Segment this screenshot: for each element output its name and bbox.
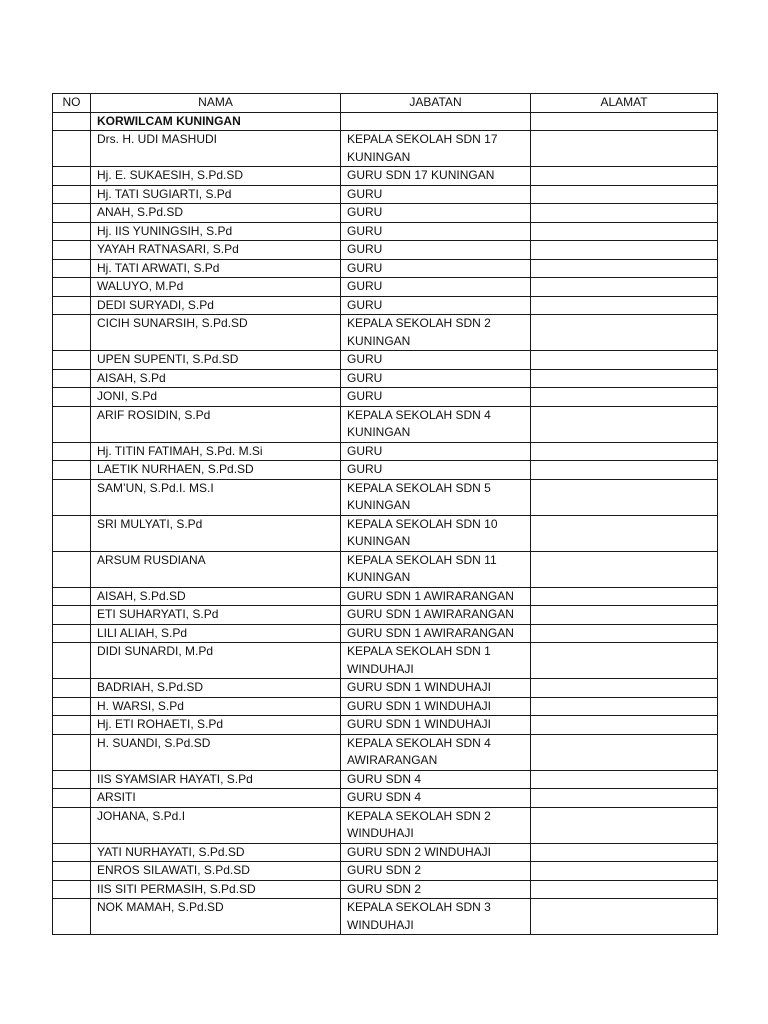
table-row (53, 789, 718, 808)
header-nama: NAMA (91, 94, 341, 113)
row-nama-cell: LAETIK NURHAEN, S.Pd.SD (91, 461, 341, 480)
table-row (53, 241, 718, 260)
table-row (53, 388, 718, 407)
row-nama-cell: IIS SYAMSIAR HAYATI, S.Pd (91, 770, 341, 789)
header-alamat: ALAMAT (531, 94, 718, 113)
table-row (53, 442, 718, 461)
row-nama-cell: DIDI SUNARDI, M.Pd (91, 643, 341, 679)
row-alamat-cell (531, 461, 718, 480)
row-nama-cell: ANAH, S.Pd.SD (91, 204, 341, 223)
row-jabatan-cell: GURU SDN 1 WINDUHAJI (341, 679, 531, 698)
row-jabatan-cell: GURU (341, 241, 531, 260)
row-alamat-cell (531, 406, 718, 442)
table-row (53, 843, 718, 862)
row-no-cell (53, 351, 91, 370)
row-nama-cell: YATI NURHAYATI, S.Pd.SD (91, 843, 341, 862)
row-jabatan-cell: KEPALA SEKOLAH SDN 1 WINDUHAJI (341, 643, 531, 679)
row-nama-cell: DEDI SURYADI, S.Pd (91, 296, 341, 315)
row-nama-cell: Hj. E. SUKAESIH, S.Pd.SD (91, 167, 341, 186)
table-row (53, 131, 718, 167)
row-jabatan-cell: KEPALA SEKOLAH SDN 5 KUNINGAN (341, 479, 531, 515)
row-jabatan-cell: GURU (341, 442, 531, 461)
row-alamat-cell (531, 697, 718, 716)
row-nama-cell: ENROS SILAWATI, S.Pd.SD (91, 862, 341, 881)
row-jabatan-cell: KEPALA SEKOLAH SDN 10 KUNINGAN (341, 515, 531, 551)
row-alamat-cell (531, 734, 718, 770)
row-jabatan-cell: GURU (341, 204, 531, 223)
table-row (53, 606, 718, 625)
row-nama-cell: AISAH, S.Pd (91, 369, 341, 388)
row-alamat-cell (531, 843, 718, 862)
row-alamat-cell (531, 862, 718, 881)
row-nama-cell: CICIH SUNARSIH, S.Pd.SD (91, 315, 341, 351)
row-no-cell (53, 296, 91, 315)
row-alamat-cell (531, 315, 718, 351)
row-jabatan-cell: GURU SDN 4 (341, 789, 531, 808)
table-row (53, 185, 718, 204)
row-alamat-cell (531, 643, 718, 679)
row-jabatan-cell: GURU (341, 185, 531, 204)
row-alamat-cell (531, 606, 718, 625)
table-row (53, 551, 718, 587)
row-nama-cell: SRI MULYATI, S.Pd (91, 515, 341, 551)
row-nama-cell: Drs. H. UDI MASHUDI (91, 131, 341, 167)
row-no-cell (53, 222, 91, 241)
row-alamat-cell (531, 587, 718, 606)
table-header (53, 94, 718, 113)
table-row (53, 716, 718, 735)
row-alamat-cell (531, 551, 718, 587)
row-nama-cell: AISAH, S.Pd.SD (91, 587, 341, 606)
row-jabatan-cell: GURU (341, 388, 531, 407)
table-row (53, 807, 718, 843)
row-jabatan-cell: GURU SDN 2 (341, 880, 531, 899)
table-row (53, 880, 718, 899)
row-jabatan-cell: GURU (341, 351, 531, 370)
row-no-cell (53, 515, 91, 551)
row-nama-cell: UPEN SUPENTI, S.Pd.SD (91, 351, 341, 370)
row-alamat-cell (531, 369, 718, 388)
table-row (53, 167, 718, 186)
table-row (53, 624, 718, 643)
row-no-cell (53, 461, 91, 480)
table-row (53, 259, 718, 278)
table-row (53, 369, 718, 388)
row-alamat-cell (531, 351, 718, 370)
row-jabatan-cell: GURU SDN 4 (341, 770, 531, 789)
row-no-cell (53, 442, 91, 461)
row-nama-cell: Hj. ETI ROHAETI, S.Pd (91, 716, 341, 735)
row-no-cell (53, 734, 91, 770)
row-alamat-cell (531, 241, 718, 260)
row-jabatan-cell: GURU (341, 369, 531, 388)
row-jabatan-cell: GURU SDN 2 (341, 862, 531, 881)
row-nama-cell: JOHANA, S.Pd.I (91, 807, 341, 843)
table-row (53, 770, 718, 789)
row-no-cell (53, 880, 91, 899)
row-alamat-cell (531, 131, 718, 167)
row-jabatan-cell: GURU SDN 1 AWIRARANGAN (341, 606, 531, 625)
row-jabatan-cell: GURU (341, 461, 531, 480)
row-nama-cell: JONI, S.Pd (91, 388, 341, 407)
row-jabatan-cell: GURU SDN 1 WINDUHAJI (341, 716, 531, 735)
row-no-cell (53, 388, 91, 407)
row-jabatan-cell: GURU SDN 1 AWIRARANGAN (341, 624, 531, 643)
table-row (53, 406, 718, 442)
header-row (53, 94, 718, 113)
row-jabatan-cell: KEPALA SEKOLAH SDN 2 WINDUHAJI (341, 807, 531, 843)
row-alamat-cell (531, 112, 718, 131)
row-alamat-cell (531, 624, 718, 643)
row-alamat-cell (531, 222, 718, 241)
row-alamat-cell (531, 899, 718, 935)
row-jabatan-cell: GURU SDN 1 WINDUHAJI (341, 697, 531, 716)
row-no-cell (53, 406, 91, 442)
table-row (53, 899, 718, 935)
row-no-cell (53, 770, 91, 789)
row-no-cell (53, 679, 91, 698)
table-row (53, 296, 718, 315)
header-no: NO (53, 94, 91, 113)
row-no-cell (53, 185, 91, 204)
table-row (53, 697, 718, 716)
row-no-cell (53, 241, 91, 260)
row-nama-cell: Hj. TATI SUGIARTI, S.Pd (91, 185, 341, 204)
row-no-cell (53, 167, 91, 186)
row-jabatan-cell: GURU (341, 278, 531, 297)
row-nama-cell: Hj. TATI ARWATI, S.Pd (91, 259, 341, 278)
row-no-cell (53, 315, 91, 351)
row-nama-cell: WALUYO, M.Pd (91, 278, 341, 297)
row-no-cell (53, 843, 91, 862)
row-no-cell (53, 697, 91, 716)
row-nama-cell: NOK MAMAH, S.Pd.SD (91, 899, 341, 935)
row-jabatan-cell: KEPALA SEKOLAH SDN 4 AWIRARANGAN (341, 734, 531, 770)
row-no-cell (53, 624, 91, 643)
row-no-cell (53, 278, 91, 297)
table-row (53, 679, 718, 698)
row-nama-cell: KORWILCAM KUNINGAN (91, 112, 341, 131)
row-nama-cell: Hj. IIS YUNINGSIH, S.Pd (91, 222, 341, 241)
row-alamat-cell (531, 388, 718, 407)
row-jabatan-cell: GURU (341, 296, 531, 315)
row-jabatan-cell: KEPALA SEKOLAH SDN 2 KUNINGAN (341, 315, 531, 351)
table-row (53, 862, 718, 881)
row-jabatan-cell: GURU (341, 222, 531, 241)
row-nama-cell: H. SUANDI, S.Pd.SD (91, 734, 341, 770)
document-page (52, 93, 717, 935)
row-nama-cell: ETI SUHARYATI, S.Pd (91, 606, 341, 625)
group-row (53, 112, 718, 131)
row-no-cell (53, 131, 91, 167)
row-jabatan-cell: KEPALA SEKOLAH SDN 11 KUNINGAN (341, 551, 531, 587)
row-no-cell (53, 899, 91, 935)
row-jabatan-cell: KEPALA SEKOLAH SDN 3 WINDUHAJI (341, 899, 531, 935)
row-alamat-cell (531, 185, 718, 204)
row-no-cell (53, 807, 91, 843)
row-nama-cell: SAM’UN, S.Pd.I. MS.I (91, 479, 341, 515)
row-jabatan-cell: KEPALA SEKOLAH SDN 17 KUNINGAN (341, 131, 531, 167)
row-alamat-cell (531, 442, 718, 461)
row-no-cell (53, 643, 91, 679)
row-no-cell (53, 551, 91, 587)
row-nama-cell: ARSITI (91, 789, 341, 808)
row-alamat-cell (531, 770, 718, 789)
row-no-cell (53, 112, 91, 131)
row-no-cell (53, 789, 91, 808)
row-alamat-cell (531, 880, 718, 899)
row-no-cell (53, 479, 91, 515)
row-alamat-cell (531, 204, 718, 223)
staff-table (52, 93, 718, 935)
row-no-cell (53, 259, 91, 278)
row-alamat-cell (531, 789, 718, 808)
row-alamat-cell (531, 296, 718, 315)
table-row (53, 587, 718, 606)
row-nama-cell: ARSUM RUSDIANA (91, 551, 341, 587)
row-no-cell (53, 716, 91, 735)
row-alamat-cell (531, 278, 718, 297)
row-no-cell (53, 369, 91, 388)
table-row (53, 222, 718, 241)
row-nama-cell: BADRIAH, S.Pd.SD (91, 679, 341, 698)
table-body (53, 112, 718, 935)
table-row (53, 204, 718, 223)
row-alamat-cell (531, 479, 718, 515)
table-row (53, 315, 718, 351)
table-row (53, 351, 718, 370)
row-jabatan-cell: GURU SDN 17 KUNINGAN (341, 167, 531, 186)
table-row (53, 515, 718, 551)
table-row (53, 278, 718, 297)
row-nama-cell: IIS SITI PERMASIH, S.Pd.SD (91, 880, 341, 899)
table-row (53, 479, 718, 515)
row-alamat-cell (531, 679, 718, 698)
row-alamat-cell (531, 167, 718, 186)
row-no-cell (53, 204, 91, 223)
row-alamat-cell (531, 807, 718, 843)
row-nama-cell: H. WARSI, S.Pd (91, 697, 341, 716)
row-no-cell (53, 587, 91, 606)
row-jabatan-cell: GURU SDN 1 AWIRARANGAN (341, 587, 531, 606)
row-nama-cell: LILI ALIAH, S.Pd (91, 624, 341, 643)
table-row (53, 734, 718, 770)
row-jabatan-cell: GURU SDN 2 WINDUHAJI (341, 843, 531, 862)
row-nama-cell: ARIF ROSIDIN, S.Pd (91, 406, 341, 442)
row-nama-cell: Hj. TITIN FATIMAH, S.Pd. M.Si (91, 442, 341, 461)
row-nama-cell: YAYAH RATNASARI, S.Pd (91, 241, 341, 260)
row-jabatan-cell: GURU (341, 259, 531, 278)
header-jabatan: JABATAN (341, 94, 531, 113)
row-alamat-cell (531, 716, 718, 735)
row-jabatan-cell: KEPALA SEKOLAH SDN 4 KUNINGAN (341, 406, 531, 442)
table-row (53, 643, 718, 679)
row-no-cell (53, 606, 91, 625)
row-alamat-cell (531, 515, 718, 551)
table-row (53, 461, 718, 480)
row-no-cell (53, 862, 91, 881)
row-alamat-cell (531, 259, 718, 278)
row-jabatan-cell (341, 112, 531, 131)
